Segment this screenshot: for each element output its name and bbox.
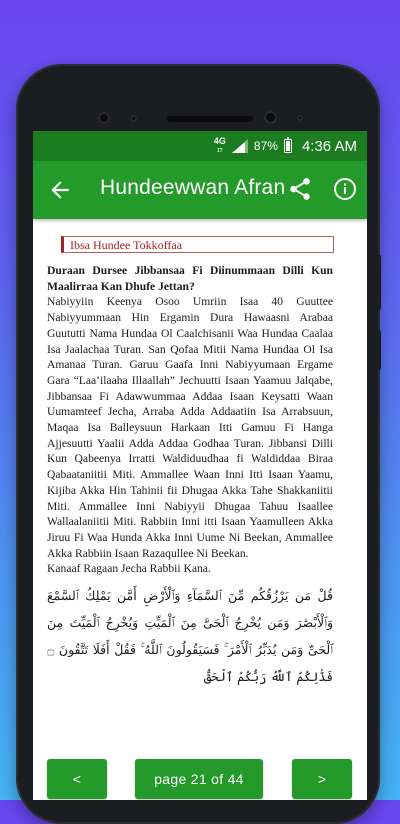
phone-side-button [377,330,381,370]
proximity-sensor [264,111,277,124]
battery-icon [284,139,292,153]
app-bar [33,161,367,219]
light-sensor [297,115,303,121]
clock: 4:36 AM [301,137,357,155]
network-activity: ɪᴛ [217,147,223,154]
app-title: Hundeewwan Afran [100,176,286,199]
article-content [33,219,367,729]
battery-percentage: 87% [253,139,278,153]
network-type: 4G [213,136,226,146]
quran-verse: قُلْ مَن يَرْزُقُكُم مِّنَ ٱلسَّمَآءِ وَٱلْأَرْضِ أَمَّن يَمْلِكُ ٱلسَّمْعَ وَٱلْأَبْصَٰرَ وَمَن يُخْرِجُ ٱلْحَىَّ مِنَ ٱلْمَيِّتِ وَيُخْرِجُ ٱلْمَيِّتَ مِنَ ٱلْحَىِّ وَمَن يُدَبِّرُ ٱلْأَمْرَ ۚ فَسَيَقُولُونَ ٱللَّهُ ۚ فَقُلْ أَفَلَا تَتَّقُونَ ۝ فَذَٰلِكُمُ ٱللَّهُ رَبُّكُمُ ٱلْحَقُّ [47,588,333,685]
earpiece-speaker [167,116,253,122]
section-header: Ibsa Hundee Tokkoffaa [61,236,334,253]
front-camera [98,112,110,124]
info-icon[interactable] [333,177,357,201]
article-closing: Kanaaf Ragaan Jecha Rabbii Kana. [47,562,211,576]
phone-side-button [377,255,381,310]
status-icons [214,137,357,155]
arrow-back-icon[interactable] [47,177,73,203]
app-screen [33,131,367,800]
article-text [47,263,333,690]
network-indicator [214,137,226,155]
signal-icon [232,139,248,153]
previous-page-button[interactable]: < [47,759,107,799]
next-page-button[interactable]: > [292,759,352,799]
article-question: Duraan Dursee Jibbansaa Fi Diinummaan Dilli Kun Maalirraa Kan Dhufe Jettan? [47,264,333,293]
share-icon[interactable] [287,176,313,202]
status-bar [33,131,367,161]
sensor-dot [130,115,137,122]
article-body: Nabiyyiin Keenya Osoo Umriin Isaa 40 Guuttee Nabiyyummaan Hin Ergamin Dura Hawaasni Arabaa Guututti Nama Hundaa Ol Caalchisanii Waa Hundaa Caalaa Isa Jaalachaa Turan. San Qofaa Mitii Nama Hundaa Ol Isa Amanaa Turan. Garuu Gaafa Inni Nabiyyumaan Ergame Gara “Laa’ilaaha Illaallah” Jechuutti Isaan Yaamuu Jalqabe, Jibbansaa Fi Adawwummaa Addaa Isaan Keysatti Waan Uumamteef Jecha, Arraba Adda Addaatiin Isa Arrabsuun, Maqaa Isa Balleysuun Harkaan Itti Gamuu Fi Hanga Ajjesuutti Yaalii Adda Addaa Godhaa Turan. Jibbansi Dilli Kun Qabeenya Irratti Waldiduudhaa fi Waldiddaa Biraa Qabaataniitii Miti. Ammallee Waan Inni Itti Isaan Yaamu, Kijiba Akka Hin Tahinii fii Dhugaa Akka Tahe Shakkaniitii Miti. Ammallee Inni Nabiyyii Dhugaa Tahuu Isaallee Wallaalaniitii Miti. Rabbiin Inni itti Isaan Yaamulleen Akka Jiruu Fi Waa Hunda Akka Inni Uume Ni Beekan, Ammallee Akka Rabbiin Isaan Razaqullee Ni Beekan. [47,295,333,560]
page-indicator: page 21 of 44 [135,759,263,799]
